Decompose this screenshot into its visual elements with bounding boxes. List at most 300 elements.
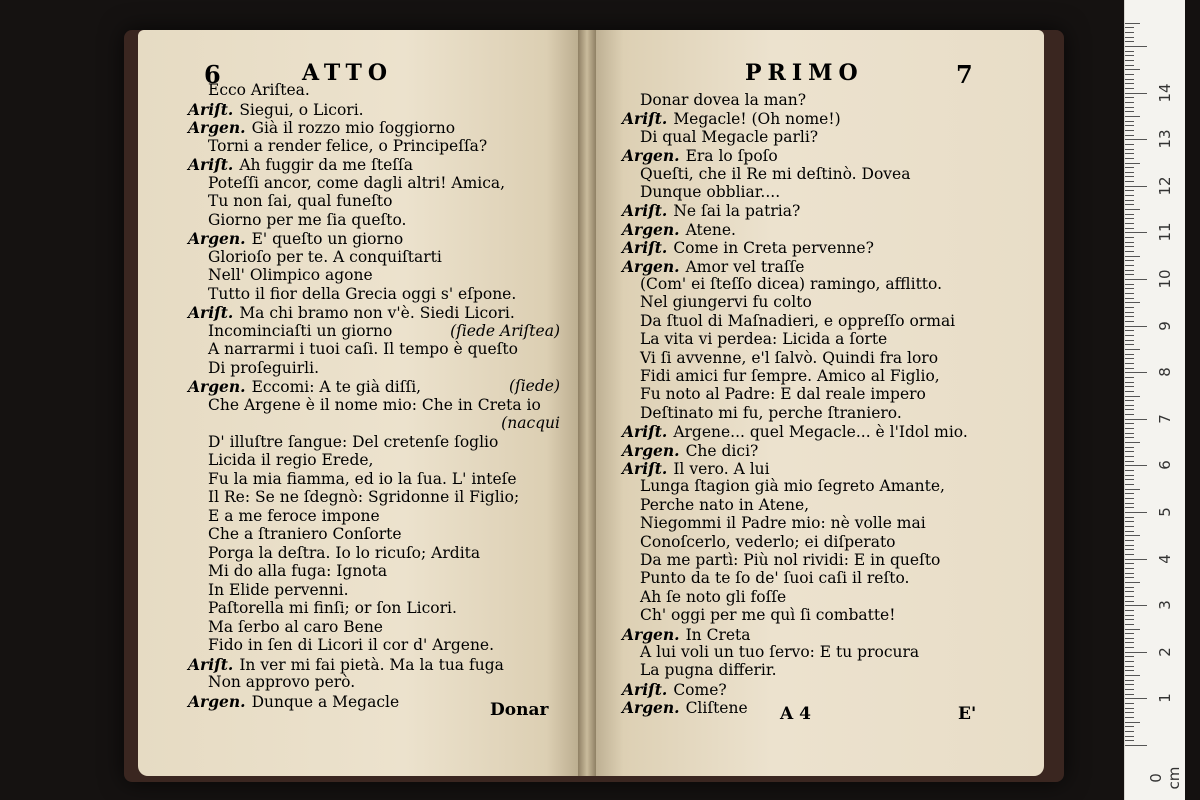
text-line [208,211,406,230]
verse-text: Torni a render felice, o Principeſſa? [208,136,488,155]
ruler-tick [1125,670,1134,671]
ruler-tick [1125,535,1140,536]
ruler-tick [1125,135,1134,136]
ruler-tick [1125,55,1134,56]
verse-text: Come in Creta pervenne? [673,239,874,258]
ruler-tick [1125,321,1134,322]
ruler-tick [1125,610,1134,611]
ruler-tick [1125,405,1134,406]
ruler-tick [1125,531,1134,532]
ruler-tick [1125,573,1134,574]
verse-text: Fido in ſen di Licori il cor d' Argene. [208,636,495,654]
text-line [640,275,942,294]
ruler-tick [1125,456,1134,457]
ruler-number: 9 [1156,320,1174,331]
ruler-tick [1125,661,1134,662]
ruler-tick [1125,382,1134,383]
text-line [640,477,945,496]
verse-text: Tu non ſai, qual funeſto [208,192,393,210]
ruler-tick [1125,27,1134,28]
ruler-number: 2 [1156,647,1174,657]
text-line [208,470,517,489]
text-line [188,692,399,712]
verse-text: Vi ſi avvenne, e'l ſalvò. Quindi fra loro [640,348,939,367]
text-line [208,396,541,415]
ruler-tick [1125,698,1147,699]
ruler-tick [1125,288,1134,289]
stage-direction: (nacqui [501,414,560,432]
text-line [208,544,480,563]
ruler-tick [1125,461,1134,462]
ruler-tick [1125,545,1134,546]
speaker-label: Argen. [188,691,246,711]
ruler-tick [1125,116,1140,117]
text-line [640,404,902,423]
ruler-tick [1125,93,1147,94]
ruler-tick [1125,451,1134,452]
ruler-tick [1125,386,1134,387]
ruler-tick [1125,642,1134,643]
ruler-tick [1125,722,1140,723]
text-line [640,643,919,662]
verse-text: Che a ſtraniero Conſorte [208,525,402,543]
ruler-tick [1125,330,1134,331]
text-line [208,525,402,544]
verse-text: Argene... quel Megacle... è l'Idol mio. [673,423,968,442]
text-line [622,201,800,221]
text-line [640,91,806,110]
ruler-tick [1125,689,1134,690]
ruler-tick [1125,176,1134,177]
verse-text: Giorno per me ſia queſto. [208,210,407,229]
ruler-number: 1 [1156,693,1174,704]
ruler-tick [1125,293,1134,294]
verse-text: Ma chi bramo non v'è. Siedi Licori. [239,304,515,322]
text-line [622,680,727,700]
text-line [208,636,494,655]
text-line [640,533,896,552]
speaker-label: Ariſt. [188,99,234,119]
ruler-tick [1125,158,1134,159]
speaker-label: Argen. [188,118,246,137]
verse-text: Siegui, o Licori. [239,100,364,119]
ruler-tick [1125,186,1147,187]
text-line [622,220,736,240]
ruler-tick [1125,484,1134,485]
ruler-number: 10 [1156,269,1174,289]
ruler-tick [1125,582,1140,583]
ruler-tick [1125,740,1134,741]
ruler-tick [1125,633,1134,634]
ruler-tick [1125,204,1134,205]
right-page-number: 7 [956,60,973,89]
ruler-tick [1125,498,1134,499]
ruler-tick [1125,605,1147,606]
speaker-label: Argen. [622,698,680,718]
ruler-tick [1125,83,1134,84]
text-line [622,698,748,718]
speaker-label: Argen. [188,229,246,248]
verse-text: Dunque obbliar.... [640,183,781,201]
text-line [640,293,812,312]
verse-text: Era lo ſpoſo [685,147,778,166]
ruler-tick [1125,214,1134,215]
ruler-tick [1125,540,1134,541]
ruler-tick [1125,284,1134,285]
ruler-tick [1125,302,1140,303]
verse-text: Atene. [685,220,736,239]
ruler-tick [1125,736,1134,737]
speaker-label: Ariſt. [188,654,234,674]
verse-text: Fu noto al Padre: E dal reale impero [640,385,926,404]
right-running-head: PRIMO [745,60,864,86]
ruler-tick [1125,74,1134,75]
text-line [640,496,809,515]
text-line [208,451,373,470]
ruler-tick [1125,377,1134,378]
ruler-tick [1125,121,1134,122]
ruler-tick [1125,601,1134,602]
ruler-tick [1125,209,1140,210]
speaker-label: Argen. [622,624,680,644]
text-line [640,183,780,202]
verse-text: Di qual Megacle parli? [640,127,819,146]
ruler-tick [1125,731,1134,732]
verse-text: Da me partì: Più nol rividi: E in queſto [640,551,941,569]
ruler-tick [1125,526,1134,527]
verse-text: E a me feroce impone [208,506,380,525]
ruler-tick [1125,368,1134,369]
ruler-tick [1125,712,1134,713]
ruler-tick [1125,195,1134,196]
text-line [640,367,940,386]
text-line [640,330,887,349]
ruler-tick [1125,437,1134,438]
verse-text: Mi do alla fuga: Ignota [208,562,388,580]
ruler-tick [1125,428,1134,429]
verse-text: Dunque a Megacle [251,692,400,711]
text-line [208,433,498,452]
ruler-tick [1125,242,1134,243]
verse-text: A lui voli un tuo ſervo: E tu procura [640,643,920,661]
ruler-tick [1125,32,1134,33]
verse-text: Tutto il fior della Grecia oggi s' eſpone. [208,284,517,303]
verse-text: Paſtorella mi finſi; or ſon Licori. [208,599,457,617]
ruler-tick [1125,316,1134,317]
ruler-tick [1125,246,1134,247]
ruler-tick [1125,125,1134,126]
verse-text: Ecco Ariſtea. [208,81,310,99]
ruler-tick [1125,465,1147,466]
text-line [208,618,383,637]
ruler-tick [1125,88,1134,89]
ruler-tick [1125,666,1134,667]
ruler-number: 13 [1156,129,1174,149]
ruler-tick [1125,587,1134,588]
verse-text: Nel giungervi fu colto [640,293,812,312]
right-signature: A 4 [780,704,811,724]
text-line [622,625,751,645]
ruler-tick [1125,279,1147,280]
ruler-tick [1125,232,1147,233]
stage-direction: (ſiede Ariſtea) [450,321,560,340]
text-line [622,257,804,277]
speaker-label: Ariſt. [188,303,234,322]
verse-text: Niegommi il Padre mio: nè volle mai [640,514,926,533]
ruler-tick [1125,447,1134,448]
left-catchword: Donar [490,700,549,720]
ruler-unit-label: 0 cm [1147,766,1183,790]
verse-text: D' illuſtre ſangue: Del cretenſe ſoglio [208,432,499,451]
ruler-tick [1125,256,1140,257]
text-line [208,562,387,581]
ruler-tick [1125,656,1134,657]
text-line [208,285,516,304]
text-line [208,137,487,156]
text-line [640,569,909,588]
text-line [622,146,778,166]
verse-text: Perche nato in Atene, [640,495,810,514]
text-line [208,581,349,600]
verse-text: Glorioſo per te. A conquiſtarti [208,247,442,266]
speaker-label: Ariſt. [622,109,668,129]
ruler-tick [1125,652,1147,653]
ruler-tick [1125,274,1134,275]
text-line [208,174,505,193]
ruler-tick [1125,69,1140,70]
verse-text: Eccomi: A te già diſſi, [251,378,422,396]
verse-text: Incominciaſti un giorno [208,321,393,340]
ruler-tick [1125,298,1134,299]
ruler-tick [1125,130,1134,131]
measuring-ruler [1124,0,1185,800]
verse-text: Da ſtuol di Maſnadieri, e oppreſſo ormai [640,311,956,330]
ruler-tick [1125,265,1134,266]
ruler-tick [1125,493,1134,494]
ruler-tick [1125,638,1134,639]
ruler-tick [1125,37,1134,38]
verse-text: Il vero. A lui [673,460,770,478]
speaker-label: Argen. [622,440,680,460]
ruler-tick [1125,489,1140,490]
ruler-number: 8 [1156,367,1174,377]
verse-text: Ah ſe noto gli foſſe [640,587,787,606]
ruler-tick [1125,223,1134,224]
ruler-tick [1125,479,1134,480]
verse-text: Amor vel traſſe [685,257,805,276]
ruler-tick [1125,102,1134,103]
text-line [640,385,926,404]
verse-text: Licida il regio Erede, [208,451,374,469]
ruler-tick [1125,414,1134,415]
ruler-tick [1125,340,1134,341]
ruler-tick [1125,521,1134,522]
right-catchword: E' [958,704,977,724]
text-line [208,340,518,359]
verse-text: Non approvo però. [208,673,356,691]
ruler-tick [1125,577,1134,578]
verse-text: Cliſtene [685,699,748,718]
ruler-number: 12 [1156,176,1174,196]
text-line [640,661,777,680]
ruler-number: 11 [1156,222,1174,242]
verse-text: Ne ſai la patria? [673,202,801,221]
ruler-tick [1125,41,1134,42]
text-line [188,118,455,138]
ruler-tick [1125,442,1140,443]
verse-text: Il Re: Se ne ſdegnò: Sgridonne il Figlio; [208,488,520,506]
verse-text: In Elide pervenni. [208,580,349,599]
verse-text: Fu la mia fiamma, ed io la ſua. L' inteſe [208,469,517,488]
text-line [188,655,504,675]
verse-text: Già il rozzo mio ſoggiorno [251,119,456,137]
ruler-number: 14 [1156,83,1174,103]
ruler-tick [1125,312,1134,313]
ruler-tick [1125,335,1134,336]
verse-text: Come? [673,680,727,699]
ruler-tick [1125,46,1147,47]
ruler-tick [1125,470,1134,471]
ruler-tick [1125,149,1134,150]
speaker-label: Ariſt. [622,201,668,221]
ruler-tick [1125,60,1134,61]
ruler-tick [1125,372,1147,373]
verse-text: Che Argene è il nome mio: Che in Creta io [208,395,541,414]
ruler-tick [1125,517,1134,518]
speaker-label: Argen. [622,146,680,166]
ruler-tick [1125,745,1147,746]
ruler-tick [1125,433,1134,434]
ruler-tick [1125,563,1134,564]
ruler-tick [1125,396,1140,397]
text-line [622,459,770,479]
speaker-label: Argen. [622,256,680,276]
verse-text: La pugna differir. [640,661,777,680]
verse-text: Megacle! (Oh nome!) [673,110,841,129]
verse-text: Lunga ſtagion già mio ſegreto Amante, [640,477,945,496]
ruler-number: 5 [1156,507,1174,517]
ruler-tick [1125,615,1134,616]
text-line [640,128,818,147]
text-line [188,303,515,323]
ruler-tick [1125,409,1134,410]
text-line [640,349,938,368]
ruler-tick [1125,717,1134,718]
verse-text: Ch' oggi per me quì ſi combatte! [640,606,896,625]
ruler-tick [1125,591,1134,592]
ruler-tick [1125,354,1134,355]
ruler-tick [1125,111,1134,112]
ruler-tick [1125,251,1134,252]
ruler-tick [1125,228,1134,229]
ruler-tick [1125,624,1134,625]
ruler-tick [1125,596,1134,597]
verse-text: E' queſto un giorno [251,230,404,248]
ruler-tick [1125,163,1140,164]
ruler-tick [1125,680,1134,681]
ruler-tick [1125,190,1134,191]
text-line [640,606,895,625]
text-line [208,599,457,618]
verse-text: A narrarmi i tuoi caſi. Il tempo è queſto [208,340,518,358]
ruler-tick [1125,619,1134,620]
ruler-tick [1125,419,1147,420]
ruler-tick [1125,270,1134,271]
verse-text: Fidi amici fur ſempre. Amico al Figlio, [640,367,940,385]
left-page-number: 6 [204,60,221,89]
ruler-tick [1125,391,1134,392]
verse-text: In ver mi fai pietà. Ma la tua fuga [239,655,504,674]
ruler-tick [1125,559,1147,560]
verse-text: La vita vi perdea: Licida a ſorte [640,330,888,349]
verse-text: (Com' ei ſteſſo dicea) ramingo, afflitto. [640,275,943,293]
text-line [208,192,392,211]
text-line [188,229,403,249]
speaker-label: Ariſt. [622,422,668,442]
ruler-tick [1125,167,1134,168]
ruler-tick [1125,200,1134,201]
verse-text: Punto da te ſo de' ſuoi caſi il reſto. [640,569,910,588]
ruler-tick [1125,554,1134,555]
text-line [208,322,392,341]
verse-text: Che dici? [685,441,759,460]
verse-text: Poteſſi ancor, come dagli altri! Amica, [208,173,506,192]
verse-text: Donar dovea la man? [640,91,807,109]
speaker-label: Ariſt. [622,459,668,478]
verse-text: Conoſcerlo, vederlo; ei diſperato [640,532,896,551]
text-line [622,422,968,442]
ruler-tick [1125,139,1147,140]
text-line [640,588,786,607]
text-line [640,312,955,331]
ruler-tick [1125,172,1134,173]
verse-text: Porga la deſtra. Io lo ricuſo; Ardita [208,543,481,562]
text-line [208,81,310,100]
ruler-tick [1125,475,1134,476]
verse-text: Ah fuggir da me ſteſſa [239,156,414,174]
text-line [208,673,355,692]
ruler-tick [1125,153,1134,154]
text-line [208,359,319,378]
ruler-tick [1125,703,1134,704]
ruler-tick [1125,23,1140,24]
ruler-tick [1125,51,1134,52]
text-line [208,248,442,267]
ruler-tick [1125,629,1140,630]
ruler-tick [1125,568,1134,569]
ruler-tick [1125,507,1134,508]
ruler-tick [1125,675,1140,676]
verse-text: Ma ſerbo al caro Bene [208,617,383,636]
ruler-tick [1125,79,1134,80]
text-line [622,238,874,258]
ruler-tick [1125,65,1134,66]
ruler-tick [1125,181,1134,182]
ruler-tick [1125,358,1134,359]
text-line [640,514,926,533]
ruler-number: 4 [1156,553,1174,564]
ruler-tick [1125,97,1134,98]
ruler-number: 6 [1156,460,1174,471]
speaker-label: Ariſt. [622,238,668,258]
text-line [188,377,421,397]
ruler-tick [1125,218,1134,219]
text-line [622,441,758,461]
verse-text: Di proſeguirli. [208,358,319,377]
ruler-tick [1125,326,1147,327]
ruler-number: 3 [1156,600,1174,610]
text-line [640,165,910,184]
